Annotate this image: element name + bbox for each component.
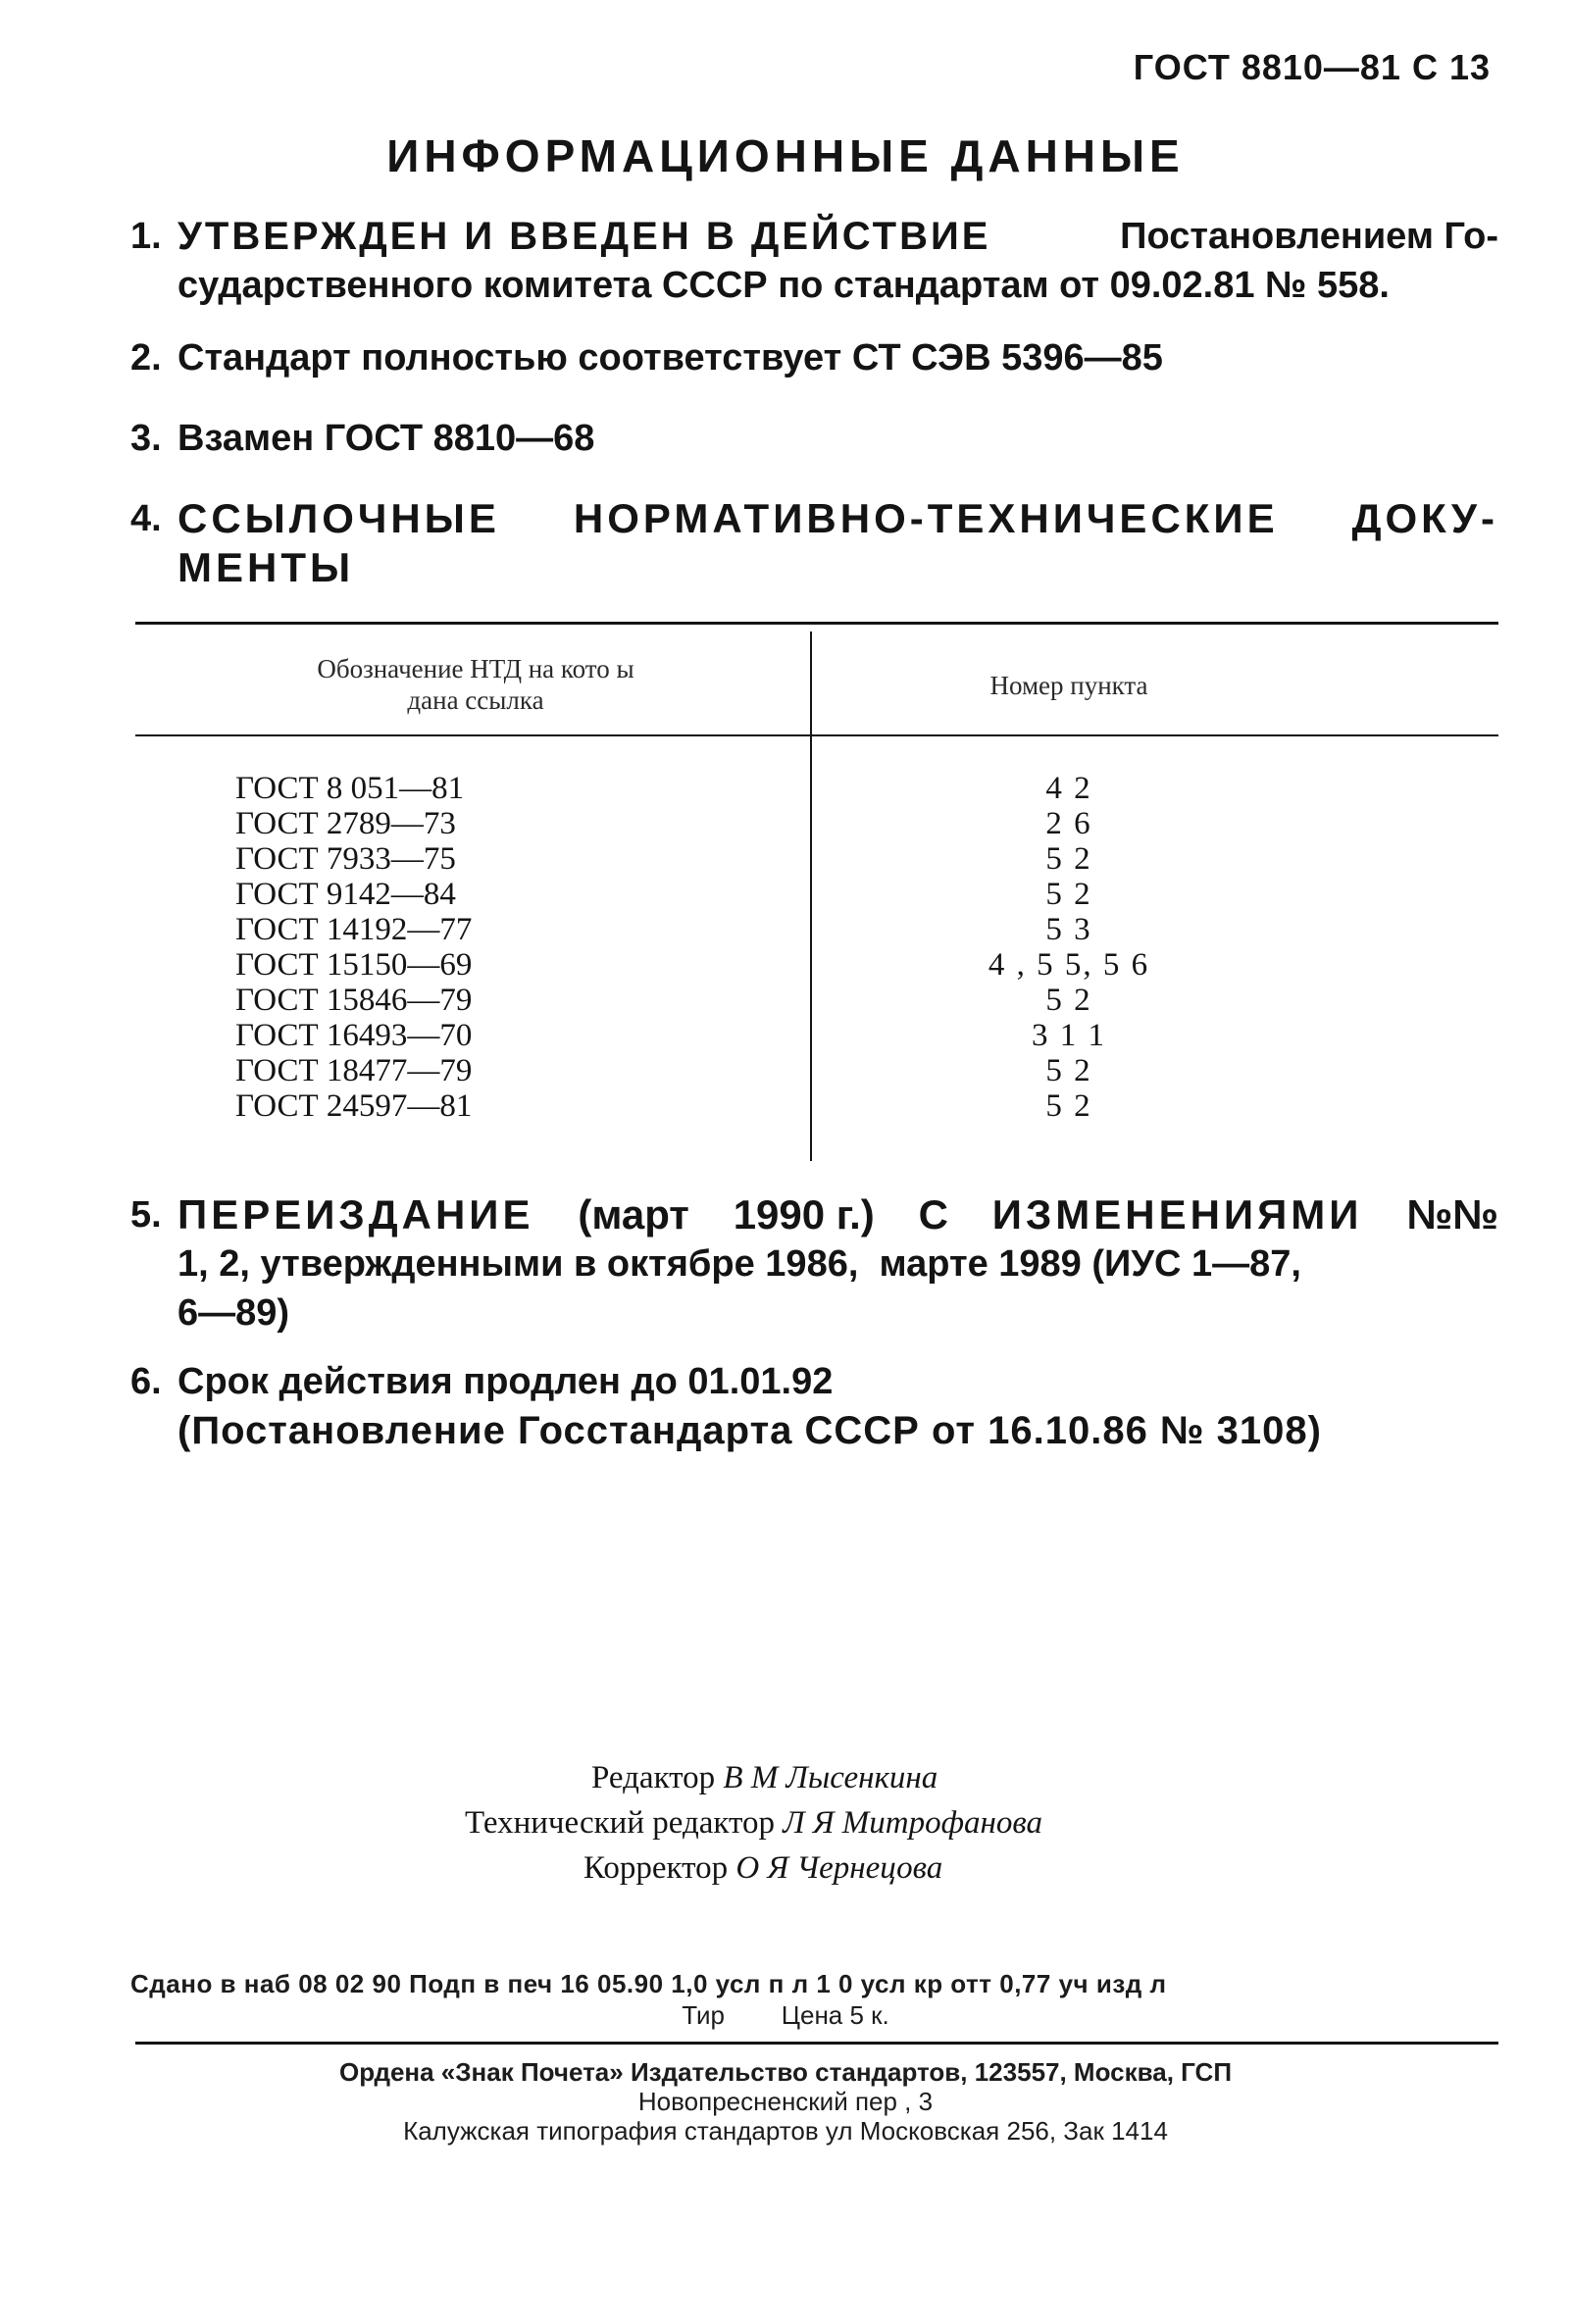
- proofreader-line: [583, 1845, 942, 1891]
- item-4-word-3: ДОКУ-: [1351, 495, 1498, 541]
- item-2: [130, 333, 1498, 382]
- item-5-word-1: ПЕРЕИЗДАНИЕ: [177, 1191, 534, 1238]
- proofreader-label: Корректор: [583, 1850, 729, 1886]
- table-cell-point: 5 2: [1045, 841, 1092, 877]
- table-row: [0, 1018, 1571, 1053]
- item-3-number: 3.: [130, 418, 162, 459]
- imprint-rule: [135, 2042, 1498, 2045]
- proofreader-name: О Я Чернецова: [735, 1850, 943, 1886]
- item-6-line-2: (Постановление Госстандарта СССР от 16.10.86 № 3108): [177, 1409, 1322, 1452]
- printer-line: Калужская типография стандартов ул Московская 256, Зак 1414: [403, 2116, 1168, 2146]
- table-cell-ntd: ГОСТ 15846—79: [235, 983, 473, 1018]
- item-5-word-4: С: [918, 1191, 948, 1238]
- table-row: [0, 806, 1571, 841]
- editor-line: [591, 1755, 938, 1800]
- table-row: [0, 1088, 1571, 1124]
- table-cell-ntd: ГОСТ 16493—70: [235, 1018, 473, 1053]
- imprint-line-1: Сдано в наб 08 02 90 Подп в печ 16 05.90 1,0 усл п л 1 0 усл кр отт 0,77 уч изд л: [130, 1969, 1167, 1998]
- table-row: [0, 912, 1571, 947]
- item-5-word-3: 1990 г.): [733, 1191, 875, 1238]
- table-cell-point: 3 1 1: [1032, 1018, 1106, 1053]
- table-cell-ntd: ГОСТ 7933—75: [235, 841, 456, 877]
- item-6: [130, 1357, 1498, 1455]
- item-5-line-2: 1, 2, утвержденными в октябре 1986, марте 1989 (ИУС 1—87,: [177, 1243, 1301, 1285]
- table-row: [0, 841, 1571, 877]
- publisher-line-2: Новопресненский пер , 3: [637, 2087, 934, 2116]
- item-5-line-3: 6—89): [177, 1292, 290, 1334]
- item-5-number: 5.: [130, 1194, 162, 1236]
- item-1: [130, 212, 1498, 310]
- table-row: [0, 947, 1571, 983]
- item-3-text: Взамен ГОСТ 8810—68: [177, 418, 595, 459]
- table-cell-point: 4 2: [1045, 771, 1092, 806]
- imprint-line-2: Тир Цена 5 к.: [682, 2000, 889, 2030]
- table-row: [0, 983, 1571, 1018]
- item-6-line-1: Срок действия продлен до 01.01.92: [177, 1361, 834, 1402]
- item-1-line-2: сударственного комитета СССР по стандартам от 09.02.81 № 558.: [177, 265, 1390, 306]
- table-cell-point: 5 2: [1045, 877, 1092, 912]
- table-cell-ntd: ГОСТ 9142—84: [235, 877, 456, 912]
- item-5-word-6: №№: [1406, 1191, 1498, 1238]
- publisher-line-1: Ордена «Знак Почета» Издательство стандартов, 123557, Москва, ГСП: [338, 2057, 1233, 2087]
- table-cell-ntd: ГОСТ 15150—69: [235, 947, 473, 983]
- table-cell-ntd: ГОСТ 18477—79: [235, 1053, 473, 1088]
- item-1-caps: УТВЕРЖДЕН И ВВЕДЕН В ДЕЙСТВИЕ: [177, 215, 991, 258]
- table-cell-ntd: ГОСТ 8 051—81: [235, 771, 465, 806]
- item-5-line-1: [177, 1190, 1498, 1239]
- table-top-rule: [135, 622, 1498, 625]
- item-3: [130, 414, 1498, 463]
- item-4-line-2: МЕНТЫ: [177, 544, 355, 590]
- table-header-rule: [135, 734, 1498, 736]
- table-header-designation: Обозначение НТД на кото ы дана ссылка: [317, 654, 634, 715]
- tech-editor-line: [465, 1800, 1042, 1845]
- item-6-number: 6.: [130, 1361, 162, 1402]
- item-4-number: 4.: [130, 498, 162, 539]
- table-header-point: Номер пункта: [989, 671, 1148, 700]
- table-cell-point: 5 3: [1045, 912, 1092, 947]
- editor-label: Редактор: [591, 1760, 716, 1795]
- table-cell-ntd: ГОСТ 2789—73: [235, 806, 456, 841]
- tech-editor-label: Технический редактор: [465, 1805, 775, 1841]
- table-cell-point: 5 2: [1045, 983, 1092, 1018]
- table-row: [0, 1053, 1571, 1088]
- item-4: [130, 494, 1498, 592]
- table-row: [0, 771, 1571, 806]
- table-cell-point: 5 2: [1045, 1053, 1092, 1088]
- tech-editor-name: Л Я Митрофанова: [783, 1805, 1042, 1841]
- page-title: ИНФОРМАЦИОННЫЕ ДАННЫЕ: [386, 130, 1185, 181]
- item-5-word-5: ИЗМЕНЕНИЯМИ: [991, 1191, 1363, 1238]
- item-2-text: Стандарт полностью соответствует СТ СЭВ 5396—85: [177, 337, 1163, 379]
- table-row: [0, 877, 1571, 912]
- table-cell-point: 4 , 5 5, 5 6: [988, 947, 1150, 983]
- item-4-word-1: ССЫЛОЧНЫЕ: [177, 495, 500, 541]
- table-cell-ntd: ГОСТ 14192—77: [235, 912, 473, 947]
- item-2-number: 2.: [130, 337, 162, 379]
- running-head: ГОСТ 8810—81 С 13: [1133, 47, 1491, 87]
- item-1-number: 1.: [130, 216, 162, 257]
- table-cell-point: 2 6: [1045, 806, 1092, 841]
- table-cell-ntd: ГОСТ 24597—81: [235, 1088, 473, 1124]
- item-1-line-1: [177, 212, 1498, 261]
- item-1-line-1-rest: Постановлением Го-: [1120, 216, 1498, 257]
- item-5-word-2: (март: [578, 1191, 689, 1238]
- item-5: [130, 1190, 1498, 1338]
- item-4-line-1: [177, 494, 1498, 543]
- table-cell-point: 5 2: [1045, 1088, 1092, 1124]
- item-4-word-2: НОРМАТИВНО-ТЕХНИЧЕСКИЕ: [573, 495, 1279, 541]
- editor-name: В М Лысенкина: [723, 1760, 938, 1795]
